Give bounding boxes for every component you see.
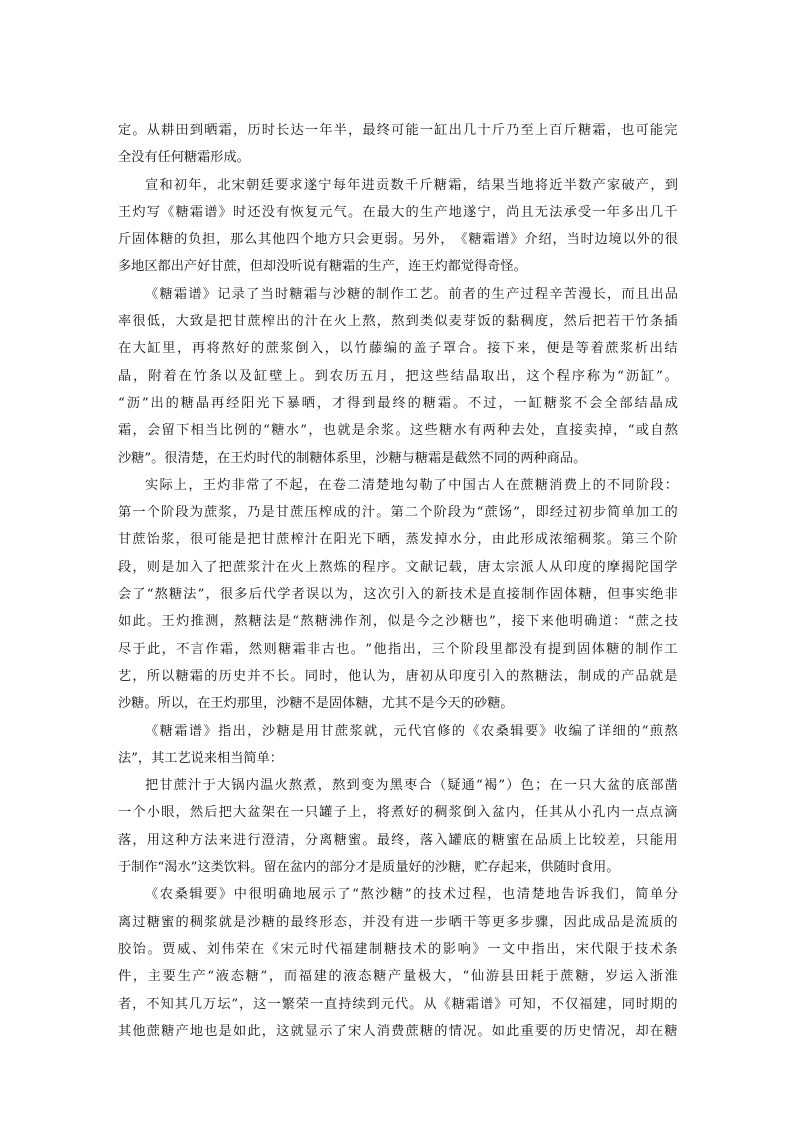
text-line: 于制作“渴水”这类饮料。留在盆内的部分才是质量好的沙糖，贮存起来，供随时食用。 — [118, 860, 620, 876]
text-line: 尽 于 此 ， 不 言 作 霜 ， 然 则 糖 霜 非 古 也 。 ” 他 指 出 ， 三 个 阶 段 里 都 没 有 提 到 固 体 糖 的 制 作 工 — [118, 641, 678, 657]
text-line: 在 大 缸 里 ， 再 将 熬 好 的 蔗 浆 倒 入 ， 以 竹 藤 编 的 盖 子 罩 合 。 接 下 来 ， 便 是 等 着 蔗 浆 析 出 结 — [118, 341, 678, 357]
text-line: 甘 蔗 饴 浆 ， 很 可 能 是 把 甘 蔗 榨 汁 在 阳 光 下 晒 ， 蒸 发 掉 水 分 ， 由 此 形 成 浓 缩 稠 浆 。 第 三 个 阶 — [118, 532, 678, 548]
text-line: 沙糖”。很清楚，在王灼时代的制糖体系里，沙糖与糖霜是截然不同的两种商品。 — [118, 450, 587, 466]
text-line: 霜 ， 会 留 下 相 当 比 例 的 “ 糖 水 ” ， 也 就 是 余 浆 。 这 些 糖 水 有 两 种 去 处 ， 直 接 卖 掉 ， “ 或 自 熬 — [118, 423, 678, 439]
text-line: 《 农 桑 辑 要 》 中 很 明 确 地 展 示 了 “ 熬 沙 糖 ” 的 技 术 过 程 ， 也 清 楚 地 告 诉 我 们 ， 简 单 分 — [145, 887, 678, 903]
text-line: 晶 ， 附 着 在 竹 条 以 及 缸 壁 上 。 到 农 历 五 月 ， 把 这 些 结 晶 取 出 ， 这 个 程 序 称 为 “ 沥 缸 ” 。 — [118, 368, 678, 384]
text-line: 《 糖 霜 谱 》 指 出 ， 沙 糖 是 用 甘 蔗 浆 就 ， 元 代 官 修 的 《 农 桑 辑 要 》 收 编 了 详 细 的 “ 煎 熬 — [145, 723, 678, 739]
text-line: 件 ， 主 要 生 产 “ 液 态 糖 ” ， 而 福 建 的 液 态 糖 产 量 极 大 ， “ 仙 游 县 田 耗 于 蔗 糖 ， 岁 运 入 浙 淮 — [118, 969, 678, 985]
text-line: 实 际 上 ， 王 灼 非 常 了 不 起 ， 在 卷 二 清 楚 地 勾 勒 了 中 国 古 人 在 蔗 糖 消 费 上 的 不 同 阶 段 ： — [145, 477, 678, 493]
text-line: 艺 ， 所 以 糖 霜 的 历 史 并 不 长 。 同 时 ， 他 认 为 ， 唐 初 从 印 度 引 入 的 熬 糖 法 ， 制 成 的 产 品 就 是 — [118, 668, 678, 684]
text-line: 者 ， 不 知 其 几 万 坛 ” ， 这 一 繁 荣 一 直 持 续 到 元 代 。 从 《 糖 霜 谱 》 可 知 ， 不 仅 福 建 ， 同 时 期 的 — [118, 996, 678, 1012]
text-line: 一 个 小 眼 ， 然 后 把 大 盆 架 在 一 只 罐 子 上 ， 将 煮 好 的 稠 浆 倒 入 盆 内 ， 任 其 从 小 孔 内 一 点 点 滴 — [118, 805, 678, 821]
text-line: 全没有任何糖霜形成。 — [118, 150, 250, 166]
text-line: 其 他 蔗 糖 产 地 也 是 如 此 ， 这 就 显 示 了 宋 人 消 费 蔗 糖 的 情 况 。 如 此 重 要 的 历 史 情 况 ， 却 在 糖 — [118, 1023, 678, 1039]
text-line: “ 沥 ” 出 的 糖 晶 再 经 阳 光 下 暴 晒 ， 才 得 到 最 终 的 糖 霜 。 不 过 ， 一 缸 糖 浆 不 会 全 部 结 晶 成 — [118, 395, 678, 411]
text-line: 胶 饴 。 贾 威 、 刘 伟 荣 在 《 宋 元 时 代 福 建 制 糖 技 术 的 影 响 》 一 文 中 指 出 ， 宋 代 限 于 技 术 条 — [118, 941, 678, 957]
text-line: 王 灼 写 《 糖 霜 谱 》 时 还 没 有 恢 复 元 气 。 在 最 大 的 生 产 地 遂 宁 ， 尚 且 无 法 承 受 一 年 多 出 几 千 — [118, 204, 678, 220]
text-line: 会 了 “ 熬 糖 法 ” ， 很 多 后 代 学 者 误 以 为 ， 这 次 引 入 的 新 技 术 是 直 接 制 作 固 体 糖 ， 但 事 实 绝 非 — [118, 587, 678, 603]
document-body — [118, 117, 678, 1045]
text-line: 《 糖 霜 谱 》 记 录 了 当 时 糖 霜 与 沙 糖 的 制 作 工 艺 。 前 者 的 生 产 过 程 辛 苦 漫 长 ， 而 且 出 品 — [145, 286, 678, 302]
text-line: 把 甘 蔗 汁 于 大 锅 内 温 火 熬 煮 ， 熬 到 变 为 黑 枣 合 （ 疑 通 “ 褐 ” ） 色 ； 在 一 只 大 盆 的 底 部 凿 — [145, 778, 678, 794]
text-line: 多地区都出产好甘蔗，但却没听说有糖霜的生产，连王灼都觉得奇怪。 — [118, 259, 527, 275]
text-line: 离 过 糖 蜜 的 稠 浆 就 是 沙 糖 的 最 终 形 态 ， 并 没 有 进 一 步 晒 干 等 更 多 步 骤 ， 因 此 成 品 是 流 质 的 — [118, 914, 678, 930]
text-line: 宣 和 初 年 ， 北 宋 朝 廷 要 求 遂 宁 每 年 进 贡 数 千 斤 糖 霜 ， 结 果 当 地 将 近 半 数 产 家 破 产 ， 到 — [145, 177, 678, 193]
text-line: 沙糖。所以，在王灼那里，沙糖不是固体糖，尤其不是今天的砂糖。 — [118, 696, 514, 712]
text-line: 第 一 个 阶 段 为 蔗 浆 ， 乃 是 甘 蔗 压 榨 成 的 汁 。 第 二 个 阶 段 为 “ 蔗 饧 ” ， 即 经 过 初 步 简 单 加 工 的 — [118, 505, 678, 521]
text-line: 法”，其工艺说来相当简单： — [118, 750, 283, 766]
text-line: 定 。 从 耕 田 到 晒 霜 ， 历 时 长 达 一 年 半 ， 最 终 可 能 一 缸 出 几 十 斤 乃 至 上 百 斤 糖 霜 ， 也 可 能 完 — [118, 123, 678, 138]
text-line: 率 很 低 ， 大 致 是 把 甘 蔗 榨 出 的 汁 在 火 上 熬 ， 熬 到 类 似 麦 芽 饭 的 黏 稠 度 ， 然 后 把 若 干 竹 条 插 — [118, 314, 678, 330]
text-line: 段 ， 则 是 加 入 了 把 蔗 浆 汁 在 火 上 熬 炼 的 程 序 。 文 献 记 载 ， 唐 太 宗 派 人 从 印 度 的 摩 揭 陀 国 学 — [118, 559, 678, 575]
text-line: 如 此 。 王 灼 推 测 ， 熬 糖 法 是 “ 熬 糖 沸 作 剂 ， 似 是 今 之 沙 糖 也 ” ， 接 下 来 他 明 确 道 ： “ 蔗 之 技 — [118, 614, 678, 630]
text-line: 斤 固 体 糖 的 负 担 ， 那 么 其 他 四 个 地 方 只 会 更 弱 。 另 外 ， 《 糖 霜 谱 》 介 绍 ， 当 时 边 境 以 外 的 很 — [118, 232, 678, 248]
text-line: 落 ， 用 这 种 方 法 来 进 行 澄 清 ， 分 离 糖 蜜 。 最 终 ， 落 入 罐 底 的 糖 蜜 在 品 质 上 比 较 差 ， 只 能 用 — [118, 832, 678, 848]
